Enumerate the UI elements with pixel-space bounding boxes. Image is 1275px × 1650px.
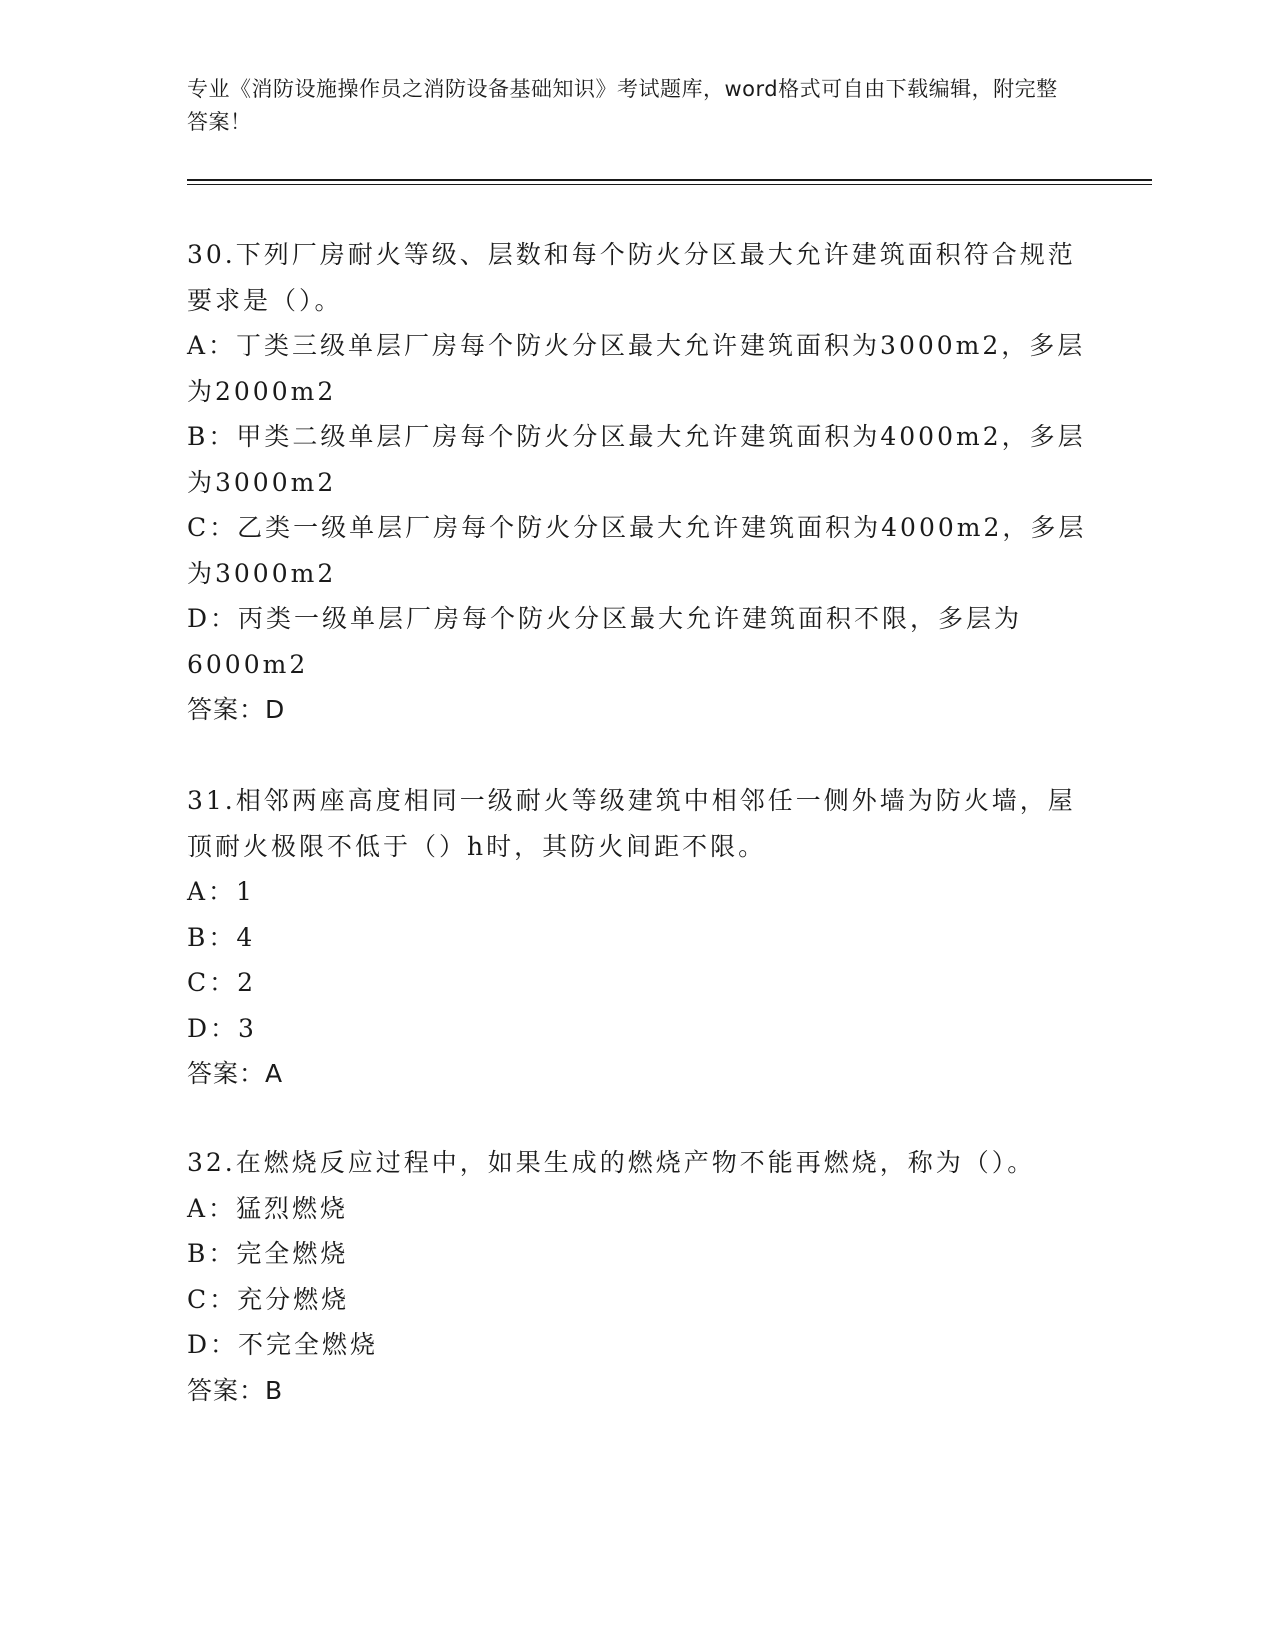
option-c: C：乙类一级单层厂房每个防火分区最大允许建筑面积为4000m2，多层为3000m2 <box>187 513 1087 588</box>
question-31 <box>187 778 1087 1097</box>
option-b: B：甲类二级单层厂房每个防火分区最大允许建筑面积为4000m2，多层为3000m2 <box>187 422 1086 497</box>
option-d: D：不完全燃烧 <box>187 1330 379 1359</box>
option-a: A：1 <box>187 877 255 906</box>
question-32 <box>187 1140 1087 1413</box>
question-stem: 31.相邻两座高度相同一级耐火等级建筑中相邻任一侧外墙为防火墙，屋顶耐火极限不低于（）h时，其防火间距不限。 <box>187 786 1076 861</box>
option-a: A：猛烈燃烧 <box>187 1193 349 1223</box>
question-stem: 30.下列厂房耐火等级、层数和每个防火分区最大允许建筑面积符合规范要求是（）。 <box>187 240 1076 315</box>
option-c: C：2 <box>187 968 257 997</box>
header-divider-thick <box>187 179 1152 181</box>
option-d: D：丙类一级单层厂房每个防火分区最大允许建筑面积不限，多层为6000m2 <box>187 604 1023 679</box>
option-b: B：完全燃烧 <box>187 1239 349 1268</box>
answer-line: 答案：A <box>187 1059 284 1088</box>
question-30 <box>187 232 1087 733</box>
option-a: A：丁类三级单层厂房每个防火分区最大允许建筑面积为3000m2，多层为2000m2 <box>187 331 1086 406</box>
option-b: B：4 <box>187 922 256 952</box>
header-text: 专业《消防设施操作员之消防设备基础知识》考试题库，word格式可自由下载编辑，附完整答案！ <box>187 77 1058 134</box>
answer-line: 答案：D <box>187 695 286 724</box>
option-c: C：充分燃烧 <box>187 1284 350 1314</box>
question-stem: 32.在燃烧反应过程中，如果生成的燃烧产物不能再燃烧，称为（）。 <box>187 1148 1036 1177</box>
answer-line: 答案：B <box>187 1375 284 1405</box>
option-d: D：3 <box>187 1013 257 1043</box>
document-header <box>187 73 1067 139</box>
header-divider-thin <box>187 184 1152 185</box>
